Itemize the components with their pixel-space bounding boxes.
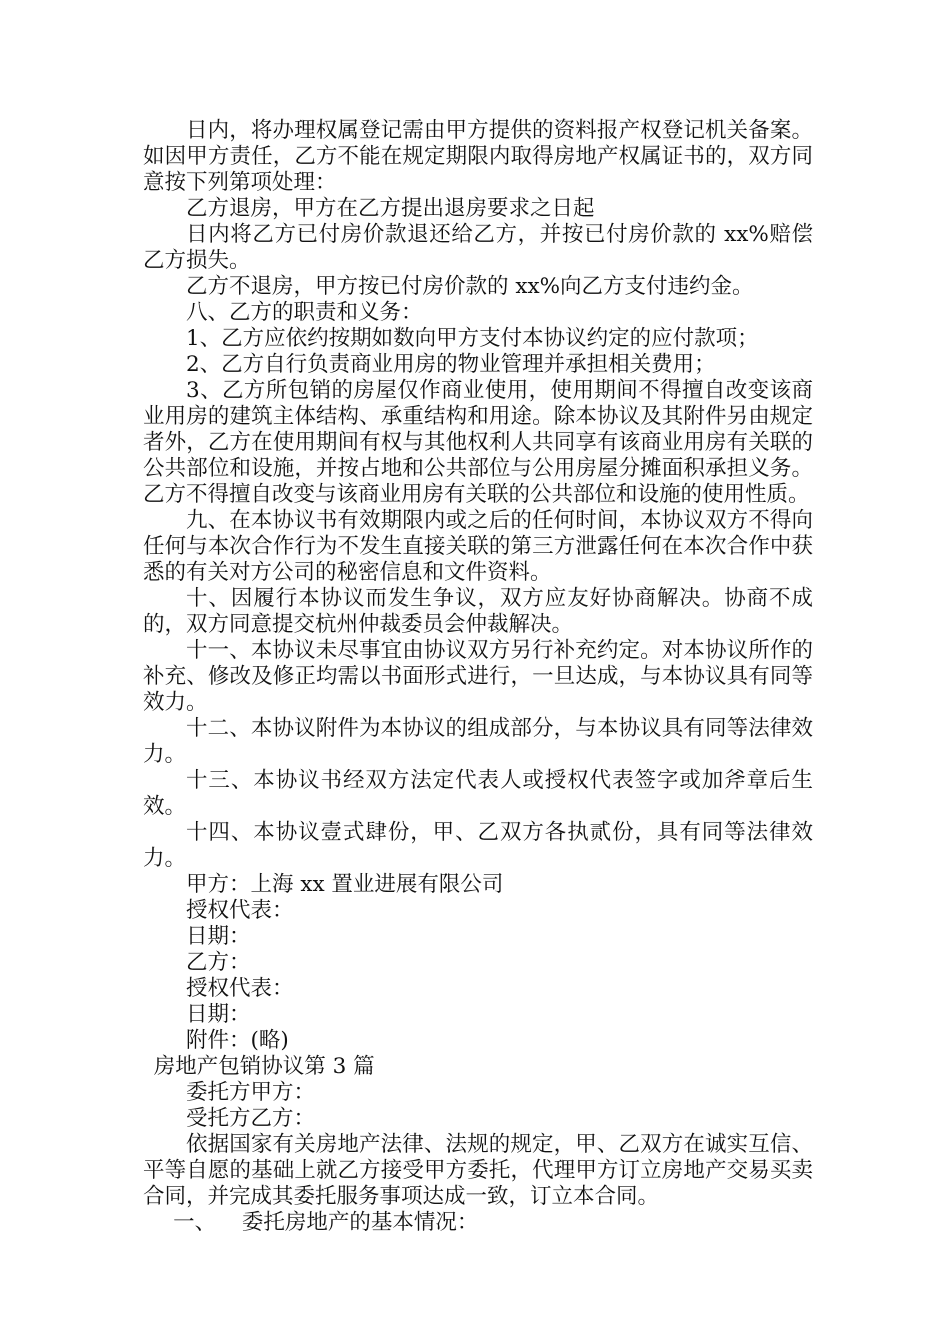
clause-paragraph: 十、因履行本协议而发生争议，双方应友好协商解决。协商不成的，双方同意提交杭州仲裁委员会仲裁解决。	[143, 586, 813, 637]
clause-paragraph: 十一、本协议未尽事宜由协议双方另行补充约定。对本协议所作的补充、修改及修正均需以书面形式进行，一旦达成，与本协议具有同等效力。	[143, 638, 813, 715]
signature-field: 日期：	[186, 1002, 251, 1027]
agent-party: 受托方乙方：	[186, 1106, 316, 1131]
document-body	[143, 118, 813, 1236]
clause-heading	[143, 1210, 813, 1236]
signature-field: 授权代表：	[186, 898, 294, 923]
list-item: 2、乙方自行负责商业用房的物业管理并承担相关费用；	[186, 352, 716, 377]
paragraph: 日内，将办理权属登记需由甲方提供的资料报产权登记机关备案。如因甲方责任，乙方不能在规定期限内取得房地产权属证书的，双方同意按下列第项处理：	[143, 118, 813, 195]
clause-heading-text: 委托房地产的基本情况：	[241, 1210, 479, 1235]
signature-field: 授权代表：	[186, 976, 294, 1001]
section-title: 房地产包销协议第 3 篇	[153, 1054, 375, 1079]
paragraph: 日内将乙方已付房价款退还给乙方，并按已付房价款的 xx%赔偿乙方损失。	[143, 222, 813, 273]
list-item: 1、乙方应依约按期如数向甲方支付本协议约定的应付款项；	[186, 326, 759, 351]
list-item: 3、乙方所包销的房屋仅作商业使用，使用期间不得擅自改变该商业用房的建筑主体结构、承重结构和用途。除本协议及其附件另由规定者外，乙方在使用期间有权与其他权利人共同享有该商业用房有关联的公共部位和设施，并按占地和公共部位与公用房屋分摊面积承担义务。乙方不得擅自改变与该商业用房有关联的公共部位和设施的使用性质。	[143, 378, 813, 507]
paragraph: 乙方退房，甲方在乙方提出退房要求之日起	[186, 196, 595, 221]
signature-party-b: 乙方：	[186, 950, 251, 975]
clause-heading: 八、乙方的职责和义务：	[186, 300, 423, 325]
attachment-note: 附件：(略)	[186, 1028, 289, 1053]
signature-party-a: 甲方：上海 xx 置业进展有限公司	[186, 872, 504, 897]
principal-party: 委托方甲方：	[186, 1080, 316, 1105]
clause-number: 一、	[173, 1210, 217, 1235]
signature-field: 日期：	[186, 924, 251, 949]
clause-paragraph: 九、在本协议书有效期限内或之后的任何时间，本协议双方不得向任何与本次合作行为不发生直接关联的第三方泄露任何在本次合作中获悉的有关对方公司的秘密信息和文件资料。	[143, 508, 813, 585]
clause-paragraph: 十三、本协议书经双方法定代表人或授权代表签字或加斧章后生效。	[143, 768, 813, 819]
clause-paragraph: 十二、本协议附件为本协议的组成部分，与本协议具有同等法律效力。	[143, 716, 813, 767]
clause-paragraph: 十四、本协议壹式肆份，甲、乙双方各执贰份，具有同等法律效力。	[143, 820, 813, 871]
preamble-paragraph: 依据国家有关房地产法律、法规的规定，甲、乙双方在诚实互信、平等自愿的基础上就乙方接受甲方委托，代理甲方订立房地产交易买卖合同，并完成其委托服务事项达成一致，订立本合同。	[143, 1132, 813, 1209]
paragraph: 乙方不退房，甲方按已付房价款的 xx%向乙方支付违约金。	[186, 274, 754, 299]
